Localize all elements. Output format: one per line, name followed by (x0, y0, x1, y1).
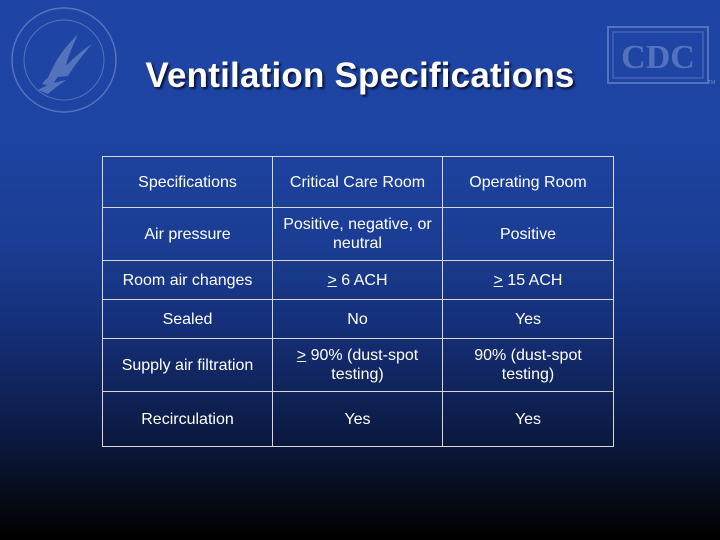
table-row (103, 208, 614, 261)
cell-spec: Air pressure (103, 208, 273, 261)
table-row (103, 300, 614, 339)
table-row (103, 392, 614, 447)
cell-spec: Supply air filtration (103, 339, 273, 392)
cell-operating-room (443, 261, 614, 300)
greater-equal-symbol: > (493, 271, 503, 289)
cell-value: 15 ACH (502, 271, 563, 289)
cell-spec: Room air changes (103, 261, 273, 300)
specifications-table (102, 156, 614, 447)
cdc-logo-text: CDC (621, 39, 695, 76)
cell-critical-care: No (273, 300, 443, 339)
cell-critical-care (273, 261, 443, 300)
cell-spec: Sealed (103, 300, 273, 339)
header-critical-care-room: Critical Care Room (273, 157, 443, 208)
cell-operating-room: Yes (443, 300, 614, 339)
cdc-trademark: TM (708, 80, 716, 86)
cell-operating-room: Positive (443, 208, 614, 261)
cell-operating-room: 90% (dust-spot testing) (443, 339, 614, 392)
cell-value: 90% (dust-spot testing) (306, 347, 419, 383)
table-row (103, 261, 614, 300)
cell-critical-care (273, 339, 443, 392)
cell-critical-care: Yes (273, 392, 443, 447)
table-row (103, 339, 614, 392)
cell-critical-care: Positive, negative, or neutral (273, 208, 443, 261)
greater-equal-symbol: > (327, 271, 337, 289)
header-operating-room: Operating Room (443, 157, 614, 208)
cell-operating-room: Yes (443, 392, 614, 447)
slide-title: Ventilation Specifications (145, 56, 575, 95)
table-header-row (103, 157, 614, 208)
cell-value: 6 ACH (336, 271, 388, 289)
cell-spec: Recirculation (103, 392, 273, 447)
header-specifications: Specifications (103, 157, 273, 208)
greater-equal-symbol: > (296, 347, 307, 364)
